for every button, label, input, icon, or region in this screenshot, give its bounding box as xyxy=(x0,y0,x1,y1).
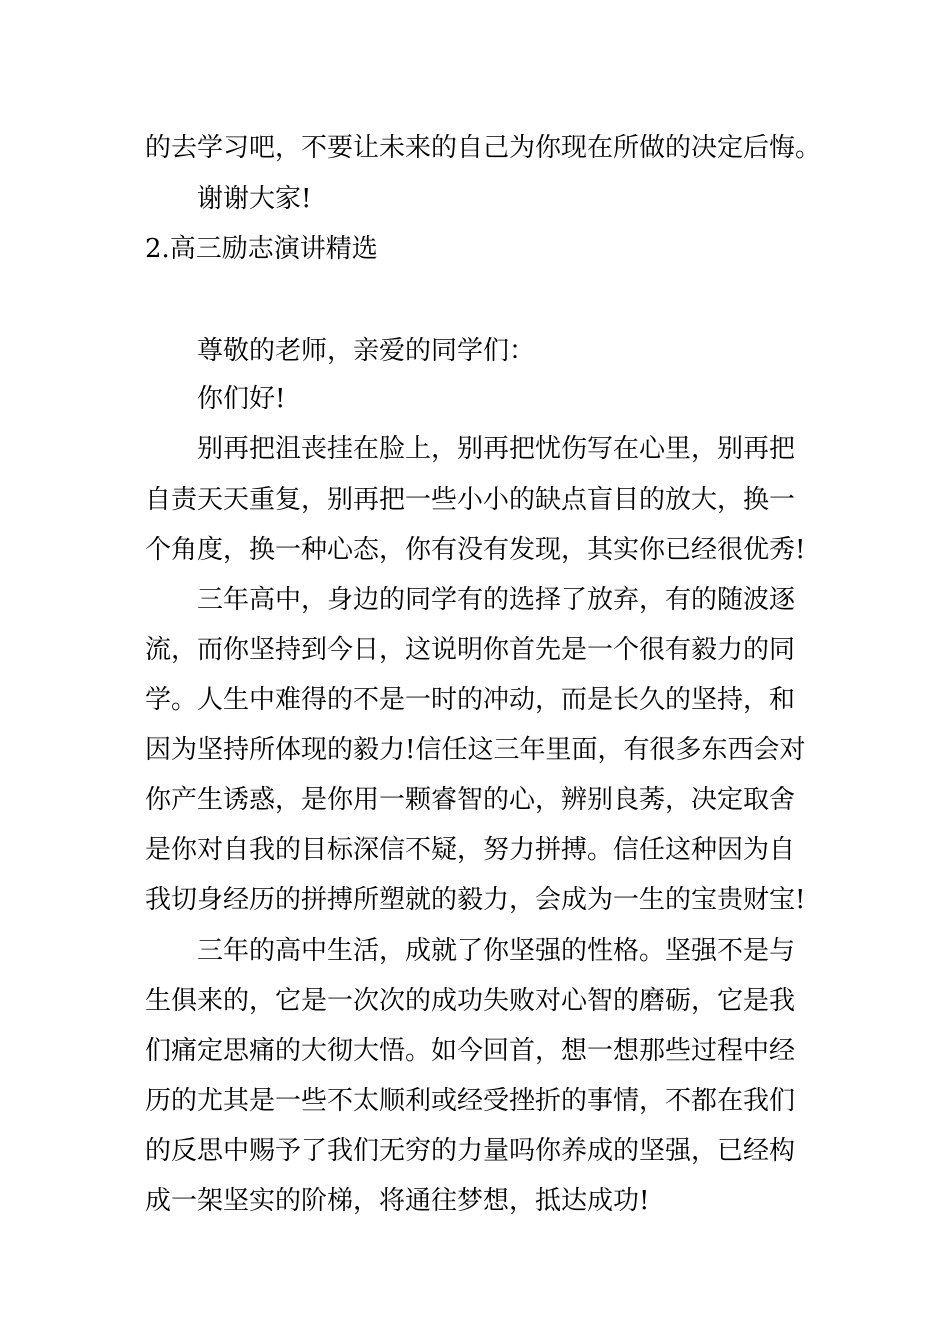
paragraph-line: 的反思中赐予了我们无穷的力量吗你养成的坚强，已经构 xyxy=(145,1136,796,1166)
paragraph-line: 我切身经历的拼搏所塑就的毅力，会成为一生的宝贵财宝! xyxy=(145,885,806,915)
paragraph-line: 个角度，换一种心态，你有没有发现，其实你已经很优秀! xyxy=(145,535,806,565)
paragraph-line: 是你对自我的目标深信不疑，努力拼搏。信任这种因为自 xyxy=(145,835,796,865)
speech-greeting: 尊敬的老师，亲爱的同学们： xyxy=(197,336,536,366)
speech-hello: 你们好! xyxy=(197,384,286,414)
paragraph-line: 自责天天重复，别再把一些小小的缺点盲目的放大，换一 xyxy=(145,485,796,515)
paragraph-line: 生俱来的，它是一次次的成功失败对心智的磨砺，它是我 xyxy=(145,986,796,1016)
paragraph-line: 们痛定思痛的大彻大悟。如今回首，想一想那些过程中经 xyxy=(145,1036,796,1066)
paragraph-line: 成一架坚实的阶梯，将通往梦想，抵达成功! xyxy=(145,1186,650,1216)
paragraph-line: 因为坚持所体现的毅力!信任这三年里面，有很多东西会对 xyxy=(145,735,806,765)
closing-thanks: 谢谢大家! xyxy=(197,184,312,214)
paragraph-line: 你产生诱惑，是你用一颗睿智的心，辨别良莠，决定取舍 xyxy=(145,785,796,815)
paragraph-line: 三年高中，身边的同学有的选择了放弃，有的随波逐 xyxy=(197,585,796,615)
section-heading: 2.高三励志演讲精选 xyxy=(145,234,378,264)
paragraph-line: 学。人生中难得的不是一时的冲动，而是长久的坚持，和 xyxy=(145,685,796,715)
paragraph-line: 流，而你坚持到今日，这说明你首先是一个很有毅力的同 xyxy=(145,635,796,665)
paragraph-line: 三年的高中生活，成就了你坚强的性格。坚强不是与 xyxy=(197,936,796,966)
paragraph-line: 历的尤其是一些不太顺利或经受挫折的事情，不都在我们 xyxy=(145,1086,796,1116)
paragraph-line: 别再把沮丧挂在脸上，别再把忧伤写在心里，别再把 xyxy=(197,434,796,464)
paragraph-line: 的去学习吧，不要让未来的自己为你现在所做的决定后悔。 xyxy=(145,133,822,163)
